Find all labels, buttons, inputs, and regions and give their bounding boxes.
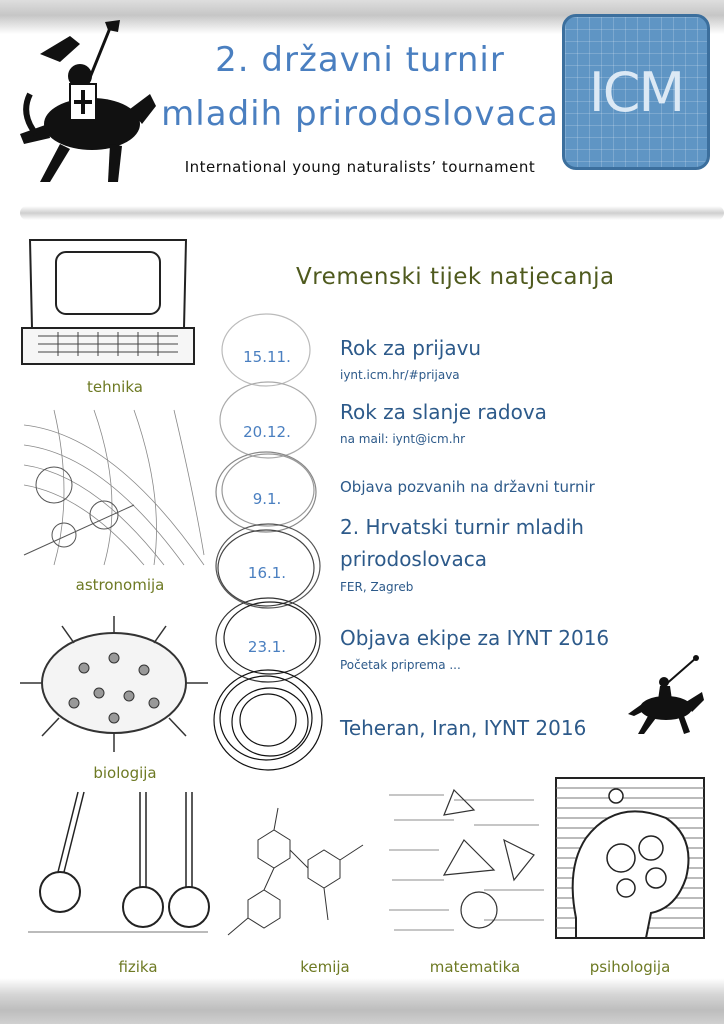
timeline-date-5: 23.1. (247, 638, 287, 656)
subject-label-astronomija: astronomija (75, 576, 165, 594)
subject-label-tehnika: tehnika (87, 378, 143, 396)
page-title-line1: 2. državni turnir (215, 40, 505, 80)
event-1-link[interactable]: iynt.icm.hr/#prijava (340, 368, 460, 382)
event-5-title: Objava ekipe za IYNT 2016 (340, 626, 610, 650)
page-title-line2: mladih prirodoslovaca (161, 94, 559, 134)
event-5-detail: Početak priprema ... (340, 658, 461, 672)
computer-icon (18, 232, 198, 372)
horse-rider-icon (626, 656, 706, 736)
subject-label-kemija: kemija (300, 958, 350, 976)
icm-logo-text: ICM (588, 60, 684, 124)
middle-brush-stroke (20, 206, 724, 220)
page-subtitle: International young naturalists’ tournament (184, 158, 536, 176)
event-3-title: Objava pozvanih na državni turnir (340, 478, 595, 496)
event-6-title: Teheran, Iran, IYNT 2016 (340, 716, 587, 740)
molecule-icon (218, 800, 378, 950)
event-2-title: Rok za slanje radova (340, 400, 547, 424)
pendulum-icon (18, 792, 218, 942)
icm-logo (562, 14, 710, 170)
event-1-title: Rok za prijavu (340, 336, 482, 360)
subject-label-matematika: matematika (429, 958, 521, 976)
timeline-date-1: 15.11. (243, 348, 291, 366)
knight-icon (10, 14, 160, 184)
astronomy-sketch-icon (14, 405, 214, 570)
event-4-location: FER, Zagreb (340, 580, 414, 594)
subject-label-psihologija: psihologija (589, 958, 671, 976)
brain-gears-icon (556, 778, 704, 938)
event-4-title-line2: prirodoslovaca (340, 547, 487, 571)
bottom-brush-stroke (0, 978, 724, 1024)
timeline-scribble-circles (208, 310, 328, 790)
subject-label-fizika: fizika (118, 958, 158, 976)
timeline-date-2: 20.12. (243, 423, 291, 441)
subject-label-biologija: biologija (93, 764, 157, 782)
virus-icon (14, 608, 214, 758)
event-4-title-line1: 2. Hrvatski turnir mladih (340, 515, 584, 539)
math-sketch-icon (384, 780, 549, 940)
event-2-email[interactable]: na mail: iynt@icm.hr (340, 432, 466, 446)
timeline-title: Vremenski tijek natjecanja (296, 264, 615, 290)
timeline-date-4: 16.1. (247, 564, 287, 582)
timeline-date-3: 9.1. (252, 490, 282, 508)
